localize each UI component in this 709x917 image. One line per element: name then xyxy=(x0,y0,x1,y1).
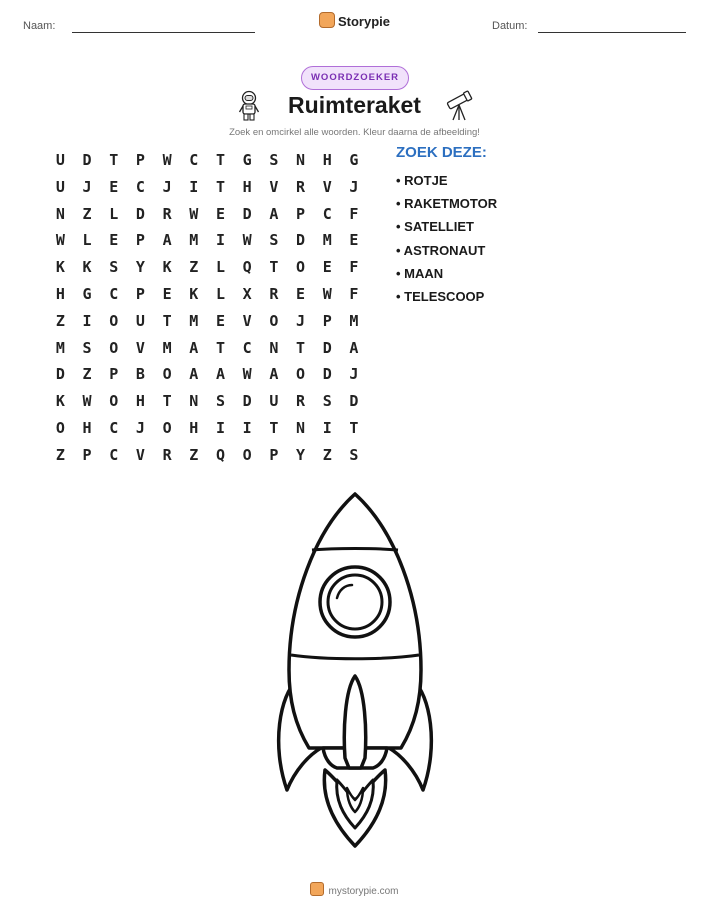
grid-cell[interactable]: S xyxy=(215,392,225,411)
grid-cell[interactable]: R xyxy=(296,392,306,411)
grid-cell[interactable]: D xyxy=(55,365,65,384)
grid-cell[interactable]: O xyxy=(55,418,65,437)
grid-cell[interactable]: H xyxy=(82,418,92,437)
grid-cell[interactable]: J xyxy=(349,177,359,196)
grid-cell[interactable]: O xyxy=(242,445,252,464)
grid-cell[interactable]: N xyxy=(55,204,65,223)
grid-cell[interactable]: D xyxy=(322,338,332,357)
grid-cell[interactable]: M xyxy=(55,338,65,357)
grid-cell[interactable]: O xyxy=(109,311,119,330)
grid-cell[interactable]: J xyxy=(296,311,306,330)
grid-cell[interactable]: A xyxy=(189,338,199,357)
grid-cell[interactable]: F xyxy=(349,284,359,303)
grid-cell[interactable]: J xyxy=(162,177,172,196)
grid-cell[interactable]: M xyxy=(189,311,199,330)
grid-cell[interactable]: H xyxy=(135,392,145,411)
grid-cell[interactable]: T xyxy=(162,311,172,330)
grid-cell[interactable]: H xyxy=(242,177,252,196)
grid-cell[interactable]: S xyxy=(82,338,92,357)
grid-cell[interactable]: P xyxy=(135,284,145,303)
grid-row xyxy=(47,201,367,228)
grid-cell[interactable]: W xyxy=(82,392,92,411)
storypie-logo-icon xyxy=(310,882,324,896)
grid-cell[interactable]: K xyxy=(189,284,199,303)
grid-cell[interactable]: Q xyxy=(242,258,252,277)
grid-cell[interactable]: U xyxy=(55,151,65,169)
grid-cell[interactable]: V xyxy=(322,177,332,196)
grid-cell[interactable]: W xyxy=(322,284,332,303)
grid-cell[interactable]: O xyxy=(162,365,172,384)
grid-cell[interactable]: M xyxy=(162,338,172,357)
brand-logo xyxy=(0,12,709,29)
grid-cell[interactable]: T xyxy=(269,418,279,437)
grid-cell[interactable]: T xyxy=(296,338,306,357)
grid-cell[interactable]: A xyxy=(269,204,279,223)
grid-cell[interactable]: E xyxy=(162,284,172,303)
grid-cell[interactable]: A xyxy=(215,365,225,384)
grid-cell[interactable]: C xyxy=(135,177,145,196)
grid-cell[interactable]: I xyxy=(215,231,225,250)
grid-cell[interactable]: P xyxy=(135,151,145,169)
grid-cell[interactable]: W xyxy=(162,151,172,169)
rocket-illustration xyxy=(275,490,435,850)
grid-cell[interactable]: D xyxy=(242,204,252,223)
grid-cell[interactable]: O xyxy=(296,365,306,384)
grid-cell[interactable]: E xyxy=(215,204,225,223)
grid-cell[interactable]: E xyxy=(215,311,225,330)
grid-cell[interactable]: T xyxy=(215,151,225,169)
grid-row xyxy=(47,442,367,469)
grid-cell[interactable]: F xyxy=(349,204,359,223)
word-search-grid[interactable] xyxy=(47,147,367,469)
grid-cell[interactable]: J xyxy=(82,177,92,196)
grid-row xyxy=(47,281,367,308)
grid-cell[interactable]: M xyxy=(349,311,359,330)
date-line[interactable] xyxy=(538,32,686,33)
grid-cell[interactable]: E xyxy=(109,177,119,196)
grid-cell[interactable]: U xyxy=(269,392,279,411)
grid-cell[interactable]: N xyxy=(296,418,306,437)
word-list-item: • MAAN xyxy=(396,265,444,281)
grid-cell[interactable]: T xyxy=(269,258,279,277)
grid-cell[interactable]: K xyxy=(55,392,65,411)
grid-cell[interactable]: S xyxy=(322,392,332,411)
grid-row xyxy=(47,147,367,174)
grid-cell[interactable]: V xyxy=(135,445,145,464)
word-list-item: • ROTJE xyxy=(396,173,448,188)
grid-cell[interactable]: K xyxy=(82,258,92,277)
grid-cell[interactable]: H xyxy=(322,151,332,169)
grid-cell[interactable]: M xyxy=(322,231,332,250)
word-list-item: • SATELLIET xyxy=(396,219,474,235)
grid-cell[interactable]: R xyxy=(162,204,172,223)
grid-cell[interactable]: A xyxy=(269,365,279,384)
grid-cell[interactable]: T xyxy=(215,177,225,196)
word-list-item: • ASTRONAUT xyxy=(396,242,486,258)
grid-cell[interactable]: O xyxy=(162,418,172,437)
grid-cell[interactable]: B xyxy=(135,365,145,384)
grid-cell[interactable]: L xyxy=(109,204,119,223)
instructions: Zoek en omcirkel alle woorden. Kleur daarna de afbeelding! xyxy=(229,127,480,138)
grid-cell[interactable]: C xyxy=(322,204,332,223)
grid-row xyxy=(47,415,367,442)
page-title: Ruimteraket xyxy=(288,92,421,118)
grid-cell[interactable]: D xyxy=(349,392,359,411)
grid-cell[interactable]: N xyxy=(296,151,306,169)
grid-cell[interactable]: O xyxy=(109,338,119,357)
grid-row xyxy=(47,254,367,281)
grid-cell[interactable]: Z xyxy=(82,365,92,384)
grid-cell[interactable]: T xyxy=(162,392,172,411)
grid-cell[interactable]: E xyxy=(322,258,332,277)
grid-cell[interactable]: D xyxy=(82,151,92,169)
word-list-item: • RAKETMOTOR xyxy=(396,196,498,212)
grid-cell[interactable]: Y xyxy=(135,258,145,277)
grid-cell[interactable]: C xyxy=(109,284,119,303)
grid-cell[interactable]: K xyxy=(162,258,172,277)
word-list-item: • TELESCOOP xyxy=(396,288,485,304)
grid-cell[interactable]: R xyxy=(162,445,172,464)
grid-cell[interactable]: V xyxy=(135,338,145,357)
grid-cell[interactable]: P xyxy=(135,231,145,250)
grid-cell[interactable]: I xyxy=(242,418,252,437)
grid-row xyxy=(47,174,367,201)
grid-cell[interactable]: W xyxy=(189,204,199,223)
grid-cell[interactable]: E xyxy=(296,284,306,303)
grid-cell[interactable]: C xyxy=(242,338,252,357)
grid-cell[interactable]: Y xyxy=(296,445,306,464)
grid-cell[interactable]: O xyxy=(109,392,119,411)
grid-cell[interactable]: A xyxy=(162,231,172,250)
grid-cell[interactable]: N xyxy=(189,392,199,411)
grid-cell[interactable]: W xyxy=(242,365,252,384)
grid-cell[interactable]: T xyxy=(109,151,119,169)
grid-cell[interactable]: E xyxy=(109,231,119,250)
grid-cell[interactable]: P xyxy=(296,204,306,223)
grid-cell[interactable]: S xyxy=(269,231,279,250)
grid-cell[interactable]: H xyxy=(55,284,65,303)
grid-cell[interactable]: D xyxy=(322,365,332,384)
grid-cell[interactable]: V xyxy=(269,177,279,196)
grid-row xyxy=(47,361,367,388)
telescope-icon xyxy=(444,90,474,122)
grid-cell[interactable]: R xyxy=(296,177,306,196)
footer xyxy=(0,882,709,897)
grid-cell[interactable]: Z xyxy=(82,204,92,223)
grid-cell[interactable]: R xyxy=(269,284,279,303)
grid-cell[interactable]: Z xyxy=(322,445,332,464)
grid-row xyxy=(47,335,367,362)
date-label: Datum: xyxy=(492,20,528,32)
grid-cell[interactable]: S xyxy=(349,445,359,464)
grid-cell[interactable]: L xyxy=(82,231,92,250)
name-line[interactable] xyxy=(72,32,255,33)
grid-row xyxy=(47,227,367,254)
grid-cell[interactable]: A xyxy=(189,365,199,384)
grid-cell[interactable]: V xyxy=(242,311,252,330)
brand-name: Storypie xyxy=(337,14,390,29)
category-badge: WOORDZOEKER xyxy=(301,66,409,90)
grid-cell[interactable]: D xyxy=(242,392,252,411)
grid-cell[interactable]: I xyxy=(215,418,225,437)
grid-cell[interactable]: D xyxy=(296,231,306,250)
grid-cell[interactable]: S xyxy=(109,258,119,277)
grid-cell[interactable]: O xyxy=(296,258,306,277)
grid-cell[interactable]: D xyxy=(135,204,145,223)
grid-cell[interactable]: G xyxy=(242,151,252,169)
name-label: Naam: xyxy=(23,20,56,32)
grid-cell[interactable]: A xyxy=(349,338,359,357)
grid-cell[interactable]: K xyxy=(55,258,65,277)
grid-cell[interactable]: Q xyxy=(215,445,225,464)
grid-cell[interactable]: W xyxy=(242,231,252,250)
grid-cell[interactable]: Z xyxy=(55,311,65,330)
grid-cell[interactable]: Z xyxy=(189,258,199,277)
grid-cell[interactable]: I xyxy=(82,311,92,330)
grid-cell[interactable]: P xyxy=(269,445,279,464)
grid-cell[interactable]: C xyxy=(189,151,199,169)
grid-cell[interactable]: H xyxy=(189,418,199,437)
grid-cell[interactable]: G xyxy=(82,284,92,303)
grid-cell[interactable]: X xyxy=(242,284,252,303)
grid-cell[interactable]: E xyxy=(349,231,359,250)
grid-cell[interactable]: P xyxy=(109,365,119,384)
grid-cell[interactable]: O xyxy=(269,311,279,330)
grid-cell[interactable]: I xyxy=(189,177,199,196)
footer-url[interactable]: mystorypie.com xyxy=(328,886,399,897)
grid-cell[interactable]: G xyxy=(349,151,359,169)
grid-cell[interactable]: Z xyxy=(55,445,65,464)
grid-cell[interactable]: P xyxy=(82,445,92,464)
word-list-title: ZOEK DEZE: xyxy=(396,144,487,161)
grid-cell[interactable]: T xyxy=(349,418,359,437)
grid-cell[interactable]: F xyxy=(349,258,359,277)
grid-cell[interactable]: I xyxy=(322,418,332,437)
grid-cell[interactable]: S xyxy=(269,151,279,169)
grid-row xyxy=(47,388,367,415)
word-list xyxy=(396,172,497,311)
grid-cell[interactable]: L xyxy=(215,258,225,277)
grid-row xyxy=(47,308,367,335)
grid-cell[interactable]: P xyxy=(322,311,332,330)
grid-cell[interactable]: T xyxy=(215,338,225,357)
storypie-logo-icon xyxy=(319,12,335,28)
grid-cell[interactable]: Z xyxy=(189,445,199,464)
grid-cell[interactable]: J xyxy=(135,418,145,437)
grid-cell[interactable]: J xyxy=(349,365,359,384)
grid-cell[interactable]: L xyxy=(215,284,225,303)
grid-cell[interactable]: N xyxy=(269,338,279,357)
grid-cell[interactable]: C xyxy=(109,418,119,437)
grid-cell[interactable]: U xyxy=(135,311,145,330)
grid-cell[interactable]: M xyxy=(189,231,199,250)
grid-cell[interactable]: U xyxy=(55,177,65,196)
grid-cell[interactable]: W xyxy=(55,231,65,250)
grid-cell[interactable]: C xyxy=(109,445,119,464)
